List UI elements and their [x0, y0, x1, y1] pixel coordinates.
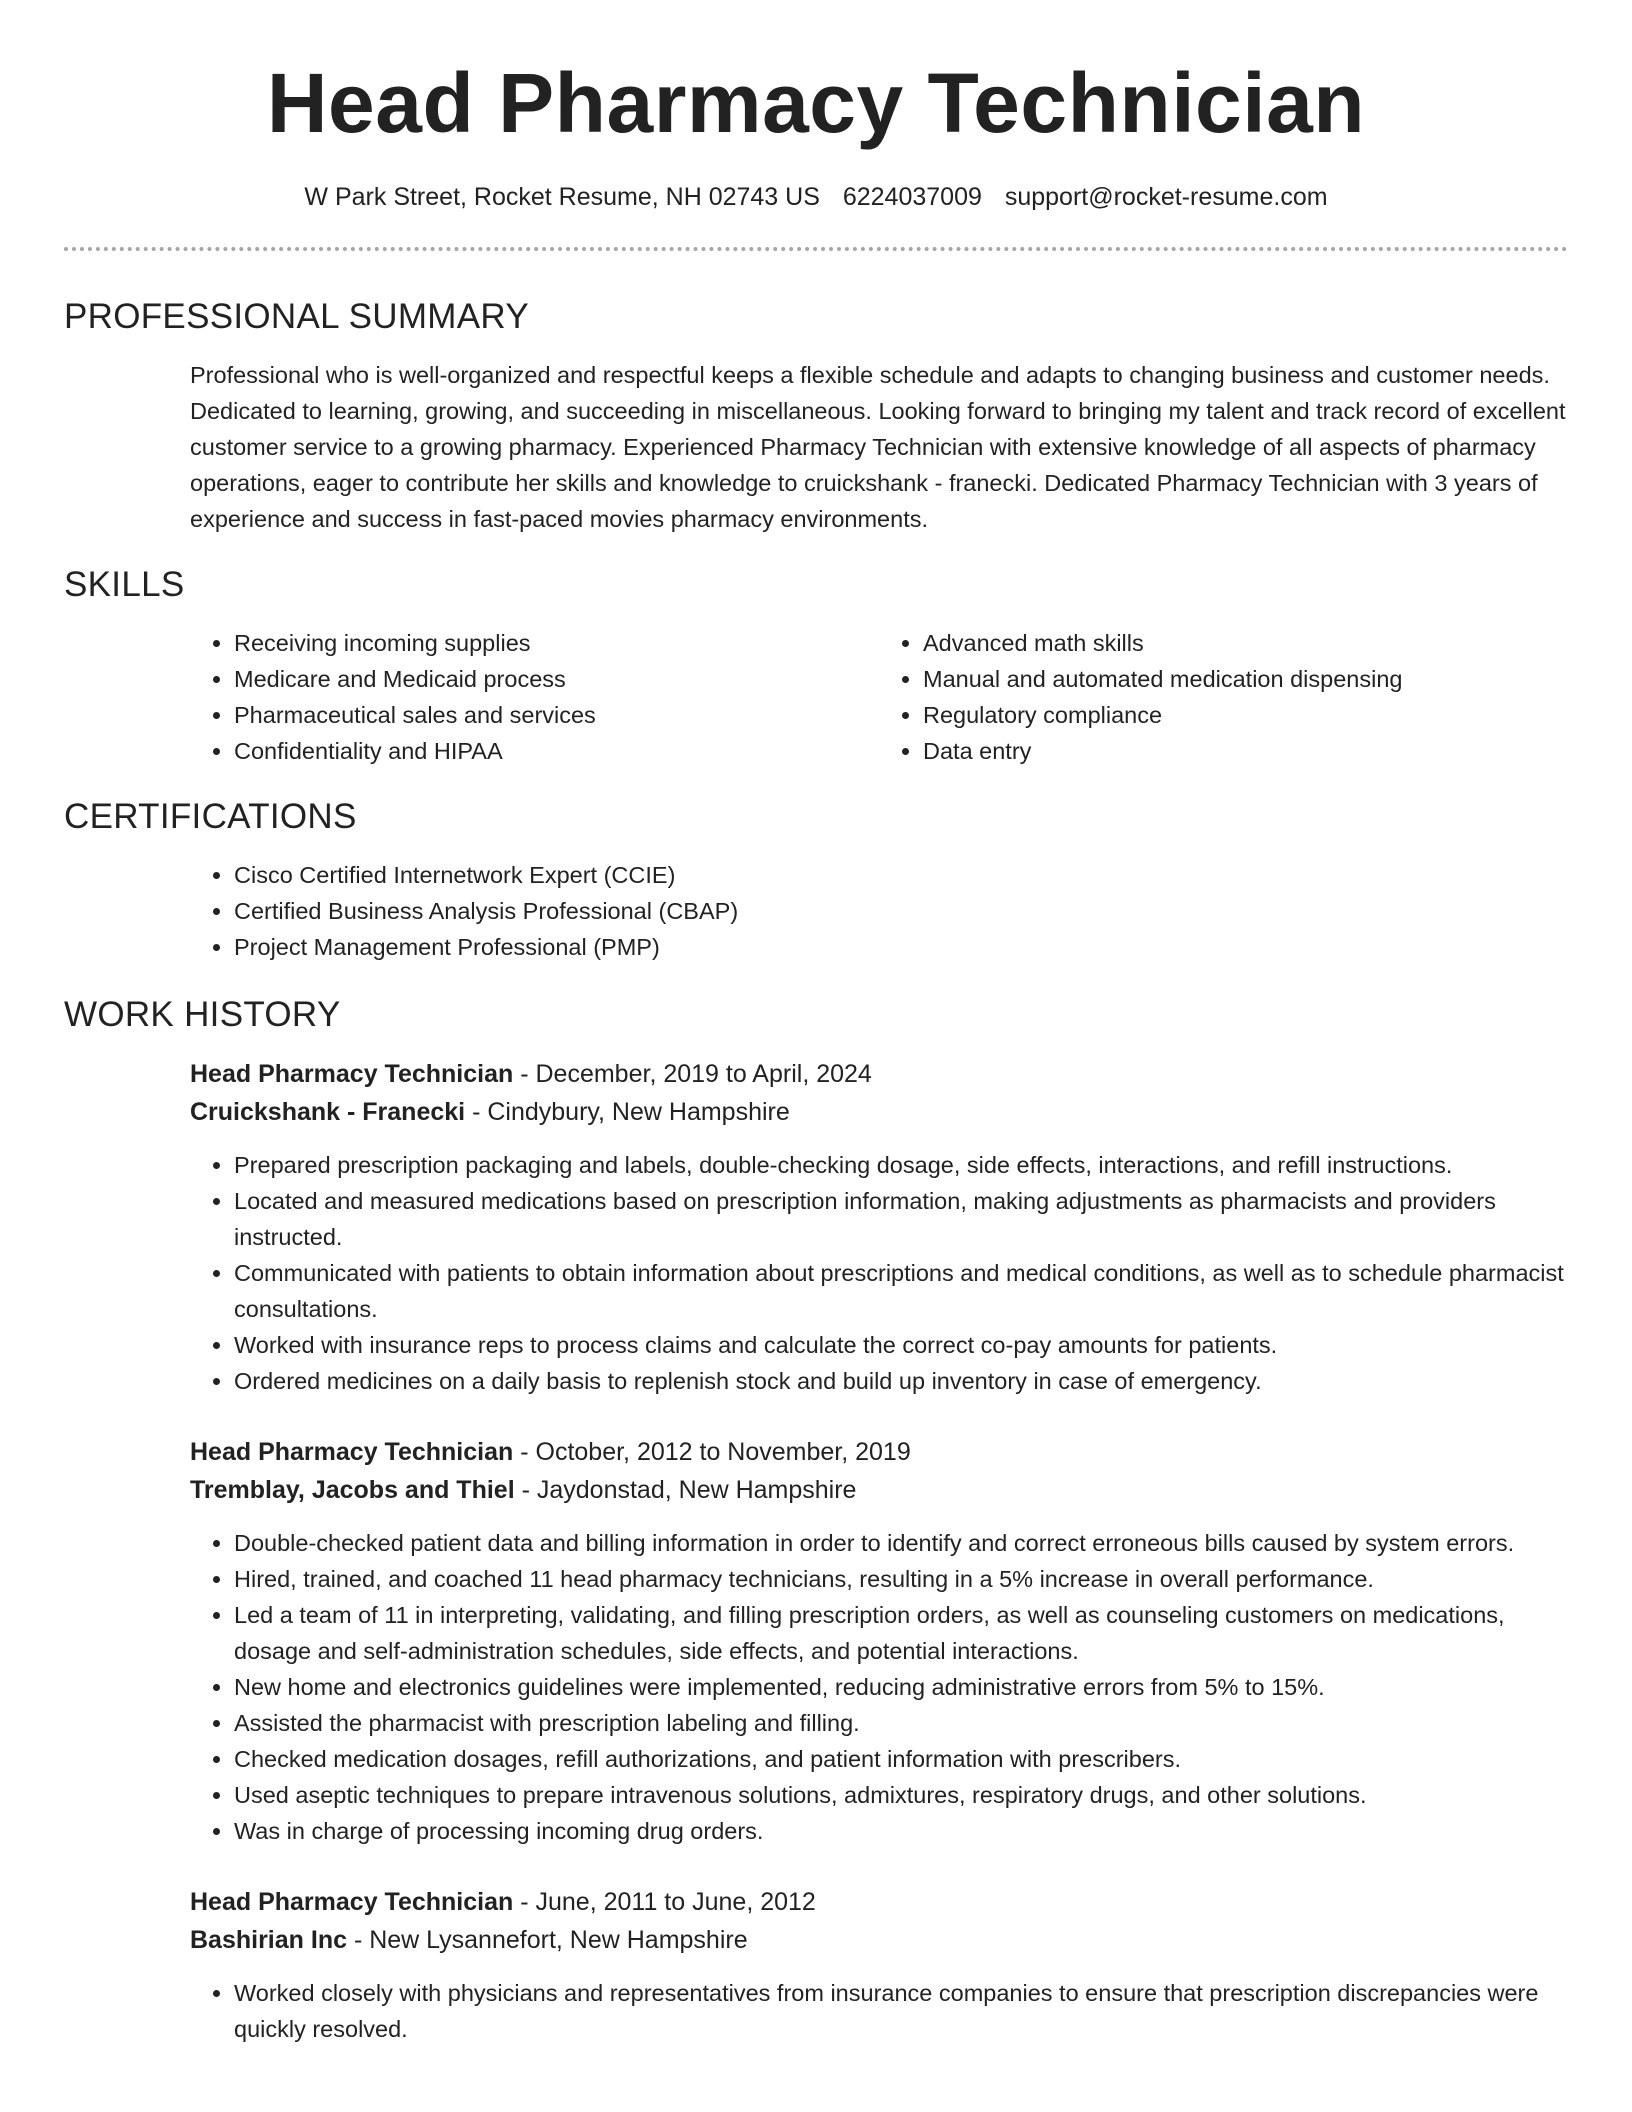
- skill-item: • Manual and automated medication dispensing: [923, 661, 1568, 697]
- skills-column-right: [879, 625, 1568, 769]
- certification-item: • Cisco Certified Internetwork Expert (CCIE): [234, 857, 1568, 893]
- job-bullet: • Communicated with patients to obtain information about prescriptions and medical conditions, as well as to schedule pharmacist consultations.: [234, 1255, 1568, 1327]
- job-bullet: • Ordered medicines on a daily basis to replenish stock and build up inventory in case of emergency.: [234, 1363, 1568, 1399]
- skill-item: • Medicare and Medicaid process: [234, 661, 879, 697]
- job-location: - Jaydonstad, New Hampshire: [514, 1476, 857, 1504]
- skill-item: • Regulatory compliance: [923, 697, 1568, 733]
- job-location: - Cindybury, New Hampshire: [465, 1098, 790, 1126]
- job-bullet: • Was in charge of processing incoming drug orders.: [234, 1813, 1568, 1849]
- section-title-skills: SKILLS: [64, 565, 185, 604]
- job-bullet: • Hired, trained, and coached 11 head pharmacy technicians, resulting in a 5% increase in overall performance.: [234, 1561, 1568, 1597]
- job-dates: - October, 2012 to November, 2019: [513, 1438, 911, 1466]
- certification-item: • Certified Business Analysis Professional (CBAP): [234, 893, 1568, 929]
- job-bullet: • Used aseptic techniques to prepare intravenous solutions, admixtures, respiratory drugs, and other solutions.: [234, 1777, 1568, 1813]
- contact-phone: 6224037009: [842, 183, 982, 211]
- resume-name: Head Pharmacy Technician: [266, 56, 1366, 150]
- job-bullets: [190, 1147, 1568, 1399]
- job-role: Head Pharmacy Technician: [190, 1438, 514, 1466]
- job-bullet: • Worked with insurance reps to process claims and calculate the correct co-pay amounts for patients.: [234, 1327, 1568, 1363]
- job-bullets: [190, 1525, 1568, 1849]
- contact-address: W Park Street, Rocket Resume, NH 02743 US: [304, 183, 820, 211]
- contact-email: support@rocket-resume.com: [1004, 183, 1328, 211]
- job-company: Tremblay, Jacobs and Thiel: [190, 1476, 515, 1504]
- skills-list: [190, 625, 1568, 769]
- job-title-line: [190, 1433, 1568, 1471]
- job-location: - New Lysannefort, New Hampshire: [347, 1926, 748, 1954]
- job-title-line: [190, 1883, 1568, 1921]
- job-bullet: • Worked closely with physicians and representatives from insurance companies to ensure that prescription discrepancies were quickly resolved.: [234, 1975, 1568, 2047]
- job-company-line: [190, 1471, 1568, 1509]
- job-bullet: • Double-checked patient data and billing information in order to identify and correct erroneous bills caused by system errors.: [234, 1525, 1568, 1561]
- section-title-work-history: WORK HISTORY: [64, 995, 341, 1034]
- job-role: Head Pharmacy Technician: [190, 1060, 514, 1088]
- section-title-certifications: CERTIFICATIONS: [64, 797, 357, 836]
- contact-line: [64, 181, 1568, 213]
- job-company-line: [190, 1921, 1568, 1959]
- skill-item: • Receiving incoming supplies: [234, 625, 879, 661]
- job-company: Cruickshank - Franecki: [190, 1098, 466, 1126]
- job-company: Bashirian Inc: [190, 1926, 347, 1954]
- job-entry: [190, 1055, 1568, 1399]
- job-company-line: [190, 1093, 1568, 1131]
- job-bullets: [190, 1975, 1568, 2047]
- certification-item: • Project Management Professional (PMP): [234, 929, 1568, 965]
- skill-item: • Data entry: [923, 733, 1568, 769]
- header-divider: [64, 247, 1568, 251]
- job-entry: [190, 1433, 1568, 1849]
- job-role: Head Pharmacy Technician: [190, 1888, 514, 1916]
- skill-item: • Pharmaceutical sales and services: [234, 697, 879, 733]
- job-entry: [190, 1883, 1568, 2047]
- skill-item: • Confidentiality and HIPAA: [234, 733, 879, 769]
- job-dates: - June, 2011 to June, 2012: [513, 1888, 816, 1916]
- job-bullet: • Led a team of 11 in interpreting, validating, and filling prescription orders, as well as counseling customers on medications, dosage and self-administration schedules, side effects, and potential interactions.: [234, 1597, 1568, 1669]
- section-title-summary: PROFESSIONAL SUMMARY: [64, 297, 529, 336]
- job-bullet: • New home and electronics guidelines were implemented, reducing administrative errors from 5% to 15%.: [234, 1669, 1568, 1705]
- job-bullet: • Prepared prescription packaging and labels, double-checking dosage, side effects, interactions, and refill instructions.: [234, 1147, 1568, 1183]
- summary-text: Professional who is well-organized and respectful keeps a flexible schedule and adapts to changing business and customer needs. Dedicated to learning, growing, and succeeding in miscellaneous. Looking forward to bringing my talent and track record of excellent customer service to a growing pharmacy. Experienced Pharmacy Technician with extensive knowledge of all aspects of pharmacy operations, eager to contribute her skills and knowledge to cruickshank - franecki. Dedicated Pharmacy Technician with 3 years of experience and success in fast-paced movies pharmacy environments.: [190, 362, 1566, 532]
- job-dates: - December, 2019 to April, 2024: [513, 1060, 872, 1088]
- skill-item: • Advanced math skills: [923, 625, 1568, 661]
- skills-column-left: [190, 625, 879, 769]
- certifications-list: [190, 857, 1568, 965]
- job-bullet: • Assisted the pharmacist with prescription labeling and filling.: [234, 1705, 1568, 1741]
- job-bullet: • Located and measured medications based on prescription information, making adjustments as pharmacists and providers instructed.: [234, 1183, 1568, 1255]
- job-title-line: [190, 1055, 1568, 1093]
- job-bullet: • Checked medication dosages, refill authorizations, and patient information with prescribers.: [234, 1741, 1568, 1777]
